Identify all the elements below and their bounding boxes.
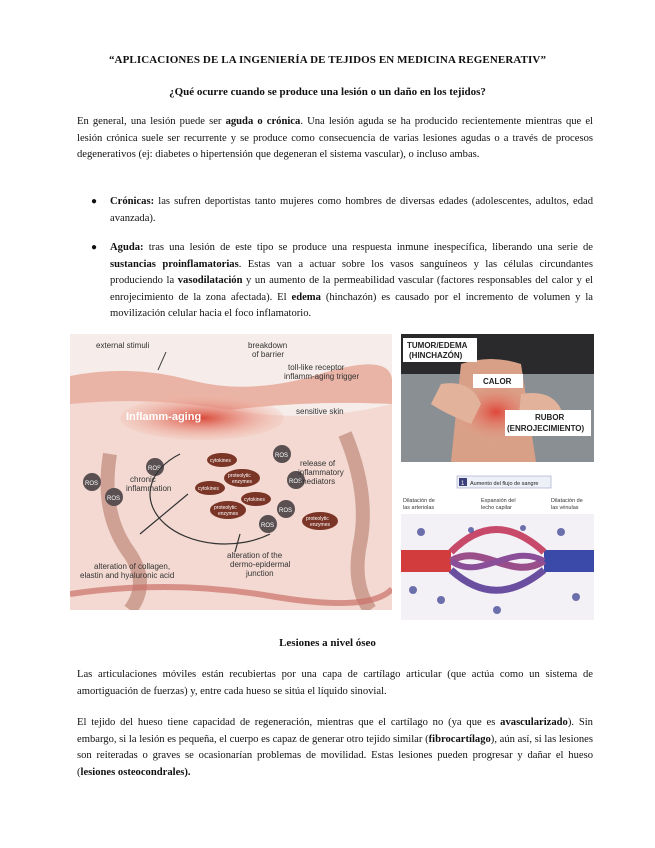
svg-text:ROS: ROS	[275, 453, 289, 459]
document-title: “APLICACIONES DE LA INGENIERÍA DE TEJIDOS EN MEDICINA REGENERATIV”	[108, 54, 547, 66]
blood-flow-figure	[401, 472, 594, 620]
svg-text:ROS: ROS	[85, 481, 99, 487]
section-question-heading: ¿Qué ocurre cuando se produce una lesión o un daño en los tejidos?	[169, 86, 486, 98]
svg-text:cytokines: cytokines	[198, 486, 219, 492]
articulaciones-paragraph: Las articulaciones móviles están recubiertas por una capa de cartílago articular (que actúa como un sistema de amortiguación de fuerzas) y, entre cada hueso se sitúa el líquido sinovial.	[77, 669, 593, 697]
label-capilar-1: Expansión del	[481, 498, 516, 504]
label-dermo-epidermal: dermo-epidermal	[230, 560, 291, 569]
knee-inflammation-figure	[401, 334, 594, 462]
label-venulas-2: las vénulas	[551, 505, 579, 511]
svg-text:ROS: ROS	[107, 496, 121, 502]
label-breakdown: breakdown	[248, 341, 288, 350]
label-toll-like: toll-like receptor	[288, 363, 345, 372]
label-rubor: RUBOR	[535, 413, 565, 422]
section-heading-lesiones-oseo: Lesiones a nivel óseo	[279, 637, 376, 649]
list-item: ● Aguda: tras una lesión de este tipo se produce una respuesta inmune inespecífica, liberando una serie de sustancias proinflamatorias. Estas van a actuar sobre los vasos sanguíneos y las células circundantes produciendo la vasodilatación y un aumento de la permeabilidad vascular (factores responsables del calor y el enrojecimiento de la zona afectada). El edema (hinchazón) es causado por el incremento de volumen y la movilización celular hacia el foco inflamatorio.	[91, 242, 593, 320]
bullet-list-cronicas	[77, 194, 593, 227]
label-calor: CALOR	[483, 377, 512, 386]
label-alteration-of-the: alteration of the	[227, 551, 283, 560]
label-enrojecimiento: (ENROJECIMIENTO)	[507, 424, 585, 433]
inflamm-aging-figure	[70, 334, 392, 610]
svg-text:ROS: ROS	[261, 523, 275, 529]
label-inflamm-aging: Inflamm-aging	[126, 411, 202, 423]
label-of-barrier: of barrier	[252, 350, 285, 359]
label-elastin: elastin and hyaluronic acid	[80, 571, 175, 580]
regeneracion-paragraph: El tejido del hueso tiene capacidad de regeneración, mientras que el cartílago no (ya que es avascularizado). Sin embargo, si la lesión es pequeña, el cuerpo es capaz de generar otro tejido similar (fibrocartílago), aún así, si las lesiones son reiteradas o graves se ocasionarían problemas de movilidad. Estas lesiones pueden progresar y dañar el hueso (lesiones osteocondrales).	[77, 717, 593, 778]
intro-paragraph: En general, una lesión puede ser aguda o crónica. Una lesión aguda se ha producido recientemente mientras que el lesión crónica suele ser recurrente y se produce como consecuencia de varias lesiones agudas o a través de procesos degenerativos (ej: diabetes o hipertensión que degeneran el sistema vascular), o incluso ambas.	[77, 116, 593, 161]
svg-text:proteolytic: proteolytic	[214, 505, 237, 511]
label-venulas-1: Dilatación de	[551, 498, 583, 504]
label-chronic: chronic	[130, 475, 156, 484]
svg-text:cytokines: cytokines	[210, 458, 231, 464]
label-header-num: 1	[461, 481, 465, 487]
bullet-dot-icon: ●	[91, 242, 98, 253]
svg-text:ROS: ROS	[148, 466, 162, 472]
svg-text:proteolytic: proteolytic	[228, 473, 251, 479]
label-hinchazon: (HINCHAZÓN)	[409, 351, 463, 360]
svg-text:proteolytic: proteolytic	[306, 516, 329, 522]
bullet-list-aguda	[77, 240, 593, 323]
svg-text:enzymes: enzymes	[310, 522, 331, 528]
label-flow-header: Aumento del flujo de sangre	[470, 481, 539, 487]
label-inflamm-trigger: inflamm-aging trigger	[284, 372, 360, 381]
label-release-of: release of	[300, 459, 336, 468]
svg-text:ROS: ROS	[289, 479, 303, 485]
label-tumor: TUMOR/EDEMA	[407, 341, 468, 350]
bullet-dot-icon: ●	[91, 196, 98, 207]
inflamm-aging-diagram	[70, 334, 392, 610]
label-arteriolas-2: las arteriolas	[403, 505, 435, 511]
blood-flow-diagram	[401, 472, 594, 620]
label-sensitive-skin: sensitive skin	[296, 407, 344, 416]
svg-text:enzymes: enzymes	[218, 511, 239, 517]
label-external-stimuli: external stimuli	[96, 341, 150, 350]
label-mediators: mediators	[300, 477, 336, 486]
svg-text:cytokines: cytokines	[244, 497, 265, 503]
svg-text:enzymes: enzymes	[232, 479, 253, 485]
list-item: ● Crónicas: las sufren deportistas tanto mujeres como hombres de diversas edades (adolescentes, adultos, edad avanzada).	[91, 196, 593, 224]
label-inflammatory: inflammatory	[298, 468, 344, 477]
svg-text:ROS: ROS	[279, 508, 293, 514]
label-capilar-2: lecho capilar	[481, 505, 512, 511]
label-inflammation: inflammation	[126, 484, 172, 493]
knee-photo	[401, 334, 594, 462]
label-alteration-collagen: alteration of collagen,	[94, 562, 171, 571]
label-junction: junction	[246, 569, 274, 578]
label-arteriolas-1: Dilatación de	[403, 498, 435, 504]
